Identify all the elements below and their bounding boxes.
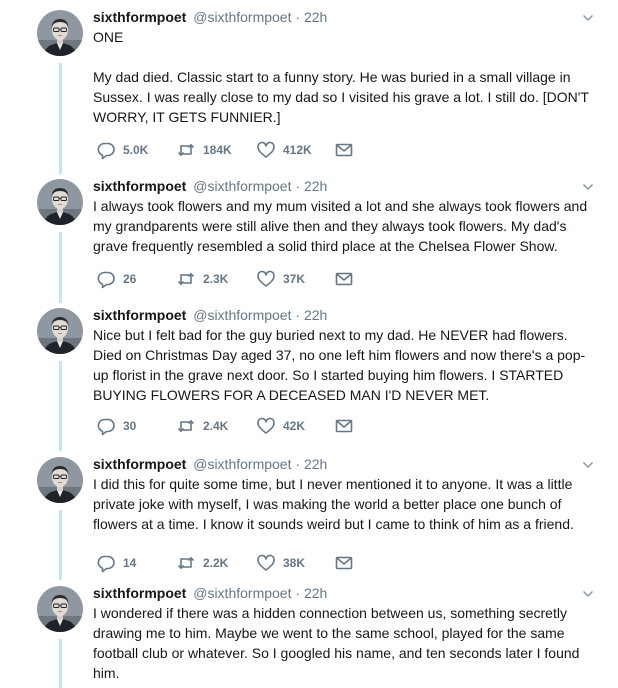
like-button[interactable] (256, 269, 305, 289)
chevron-down-icon[interactable] (581, 587, 595, 601)
retweet-icon (176, 553, 196, 573)
tweet-text (93, 196, 599, 256)
reply-icon (96, 553, 116, 573)
like-count: 37K (283, 272, 306, 286)
like-count: 412K (283, 143, 312, 157)
retweet-icon (176, 269, 196, 289)
tweet[interactable] (0, 0, 618, 174)
author-name[interactable]: sixthformpoet (93, 456, 187, 472)
reply-icon (96, 416, 116, 436)
author-name[interactable]: sixthformpoet (93, 178, 187, 194)
tweet-header (93, 584, 599, 602)
chevron-down-icon[interactable] (581, 458, 595, 472)
envelope-icon (334, 140, 354, 160)
author-handle[interactable]: @sixthformpoet (193, 307, 292, 323)
retweet-icon (176, 416, 196, 436)
timestamp[interactable]: 22h (303, 178, 328, 194)
direct-message-button[interactable] (334, 416, 354, 436)
tweet[interactable] (0, 298, 618, 448)
avatar[interactable] (37, 457, 83, 503)
tweet-actions (93, 416, 393, 436)
author-handle[interactable]: @sixthformpoet (193, 585, 292, 601)
tweet-header (93, 177, 599, 195)
like-count: 42K (283, 419, 306, 433)
separator: · (295, 456, 301, 472)
reply-count: 14 (123, 556, 137, 570)
author-name[interactable]: sixthformpoet (93, 307, 187, 323)
heart-icon (256, 416, 276, 436)
tweet-actions (93, 553, 393, 573)
tweet[interactable] (0, 576, 618, 688)
tweet[interactable] (0, 169, 618, 299)
heart-icon (256, 269, 276, 289)
timestamp[interactable]: 22h (303, 307, 328, 323)
tweet-paragraph: I wondered if there was a hidden connection between us, something secretly drawing me to him. Maybe we went to the same school, played for the same football club or whatever. So I googled his name, and ten seconds later I found him. (93, 605, 580, 681)
tweet-text (93, 474, 599, 534)
timestamp[interactable]: 22h (303, 456, 328, 472)
reply-count: 26 (123, 272, 137, 286)
reply-count: 5.0K (123, 143, 149, 157)
tweet-actions (93, 140, 393, 160)
tweet-header (93, 306, 599, 324)
retweet-button[interactable] (176, 416, 228, 436)
tweet[interactable] (0, 447, 618, 577)
retweet-count: 184K (203, 143, 232, 157)
direct-message-button[interactable] (334, 553, 354, 573)
avatar[interactable] (37, 308, 83, 354)
reply-icon (96, 269, 116, 289)
tweet-body (93, 455, 599, 570)
tweet-header (93, 8, 599, 26)
tweet-body (93, 306, 599, 433)
retweet-count: 2.2K (203, 556, 229, 570)
tweet-text (93, 27, 599, 127)
tweet-paragraph: Nice but I felt bad for the guy buried next to my dad. He NEVER had flowers. Died on Christmas Day aged 37, no one left him flowers and now there's a pop-up florist in the grave next door. So I started buying him flowers. I STARTED BUYING FLOWERS FOR A DECEASED MAN I'D NEVER MET. (93, 327, 586, 403)
tweet-header (93, 455, 599, 473)
retweet-button[interactable] (176, 269, 228, 289)
author-name[interactable]: sixthformpoet (93, 585, 187, 601)
author-name[interactable]: sixthformpoet (93, 9, 187, 25)
reply-icon (96, 140, 116, 160)
envelope-icon (334, 416, 354, 436)
retweet-icon (176, 140, 196, 160)
chevron-down-icon[interactable] (581, 180, 595, 194)
envelope-icon (334, 269, 354, 289)
tweet-paragraph: I did this for quite some time, but I never mentioned it to anyone. It was a little private joke with myself, I was making the world a better place one bunch of flowers at a time. I know it sounds weird but I came to think of him as a friend. (93, 476, 574, 532)
reply-count: 30 (123, 419, 137, 433)
like-button[interactable] (256, 416, 305, 436)
avatar[interactable] (37, 586, 83, 632)
heart-icon (256, 140, 276, 160)
retweet-count: 2.4K (203, 419, 229, 433)
tweet-body (93, 177, 599, 286)
separator: · (295, 178, 301, 194)
separator: · (295, 585, 301, 601)
envelope-icon (334, 553, 354, 573)
reply-button[interactable] (96, 553, 136, 573)
author-handle[interactable]: @sixthformpoet (193, 178, 292, 194)
direct-message-button[interactable] (334, 140, 354, 160)
tweet-body (93, 584, 599, 683)
chevron-down-icon[interactable] (581, 11, 595, 25)
like-button[interactable] (256, 140, 312, 160)
reply-button[interactable] (96, 416, 136, 436)
like-count: 38K (283, 556, 306, 570)
like-button[interactable] (256, 553, 305, 573)
tweet-text (93, 603, 599, 683)
tweet-body (93, 8, 599, 157)
retweet-button[interactable] (176, 140, 232, 160)
timestamp[interactable]: 22h (303, 9, 328, 25)
heart-icon (256, 553, 276, 573)
separator: · (295, 307, 301, 323)
avatar[interactable] (37, 10, 83, 56)
tweet-paragraph: ONE (93, 29, 124, 45)
avatar[interactable] (37, 179, 83, 225)
retweet-count: 2.3K (203, 272, 229, 286)
tweet-text (93, 325, 599, 405)
reply-button[interactable] (96, 269, 136, 289)
separator: · (295, 9, 301, 25)
tweet-paragraph: My dad died. Classic start to a funny story. He was buried in a small village in Sussex. I was really close to my dad so I visited his grave a lot. I still do. [DON'T WORRY, IT GETS FUNNIER.] (93, 69, 589, 125)
tweet-paragraph: I always took flowers and my mum visited a lot and she always took flowers and my grandparents were still alive then and they always took flowers. My dad's grave frequently resembled a solid third place at the Chelsea Flower Show. (93, 198, 588, 254)
tweet-actions (93, 269, 393, 289)
author-handle[interactable]: @sixthformpoet (193, 456, 292, 472)
timestamp[interactable]: 22h (303, 585, 328, 601)
reply-button[interactable] (96, 140, 148, 160)
author-handle[interactable]: @sixthformpoet (193, 9, 292, 25)
retweet-button[interactable] (176, 553, 228, 573)
direct-message-button[interactable] (334, 269, 354, 289)
